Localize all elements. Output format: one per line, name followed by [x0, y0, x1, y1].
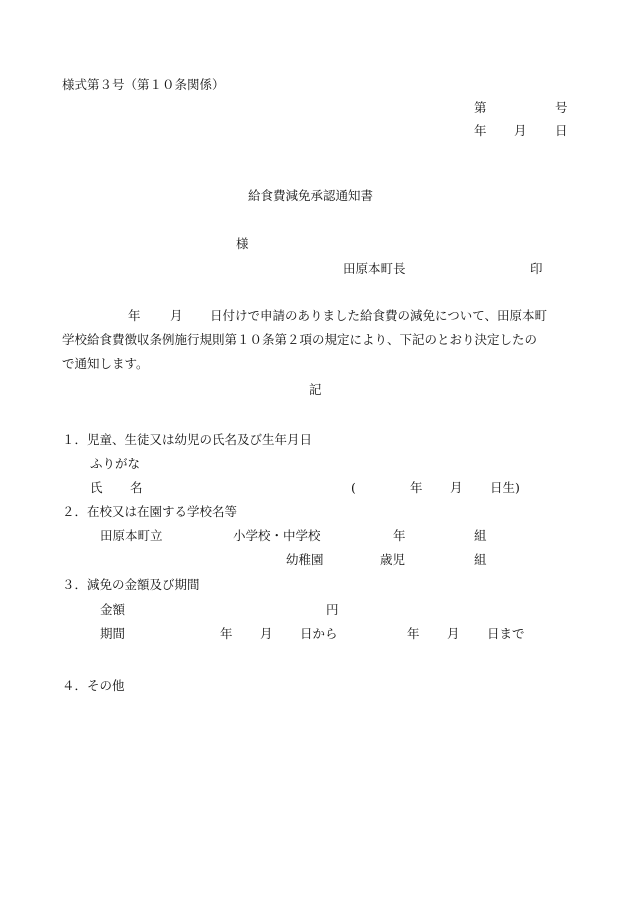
doc-number-prefix: 第: [474, 100, 487, 115]
document-title: 給食費減免承認通知書: [248, 188, 374, 203]
age-label: 歳児: [380, 552, 406, 567]
section-3-heading: ３．減免の金額及び期間: [62, 577, 200, 592]
date-year: 年: [474, 123, 487, 138]
section-4-heading: ４．その他: [62, 678, 125, 693]
doc-number-suffix: 号: [555, 100, 568, 115]
furigana-label: ふりがな: [90, 456, 141, 471]
birth-open-paren: (: [351, 480, 356, 495]
body-year: 年: [128, 308, 141, 323]
town-label: 田原本町立: [100, 528, 163, 543]
seal-mark: 印: [530, 261, 543, 276]
date-day: 日: [555, 123, 568, 138]
name-label-b: 名: [130, 480, 143, 495]
period-label: 期間: [100, 626, 126, 641]
school-types: 小学校・中学校: [233, 528, 321, 543]
kindergarten-label: 幼稚園: [286, 552, 324, 567]
birth-day: 日生): [490, 480, 520, 495]
amount-label: 金額: [100, 602, 126, 617]
ki-heading: 記: [309, 382, 322, 397]
body-month: 月: [170, 308, 183, 323]
birth-year: 年: [410, 480, 423, 495]
period-from-day: 日から: [300, 626, 338, 641]
class-label-1: 組: [474, 528, 487, 543]
issuer-name: 田原本町長: [343, 261, 406, 276]
body-line-1-text: 日付けで申請のありました給食費の減免について、田原本町: [210, 308, 548, 323]
addressee-suffix: 様: [236, 236, 249, 251]
amount-unit: 円: [326, 602, 339, 617]
birth-month: 月: [450, 480, 463, 495]
class-label-2: 組: [474, 552, 487, 567]
body-line-2: 学校給食費徴収条例施行規則第１０条第２項の規定により、下記のとおり決定したの: [62, 332, 538, 347]
period-to-year: 年: [407, 626, 420, 641]
period-from-month: 月: [260, 626, 273, 641]
period-from-year: 年: [220, 626, 233, 641]
period-to-month: 月: [447, 626, 460, 641]
body-line-3: で通知します。: [62, 356, 149, 371]
date-month: 月: [514, 123, 527, 138]
form-label: 様式第３号（第１０条関係）: [62, 77, 225, 92]
section-2-heading: ２．在校又は在園する学校名等: [62, 504, 238, 519]
name-label-a: 氏: [90, 480, 103, 495]
grade-label: 年: [393, 528, 406, 543]
section-1-heading: １．児童、生徒又は幼児の氏名及び生年月日: [62, 432, 313, 447]
period-to-day: 日まで: [487, 626, 525, 641]
